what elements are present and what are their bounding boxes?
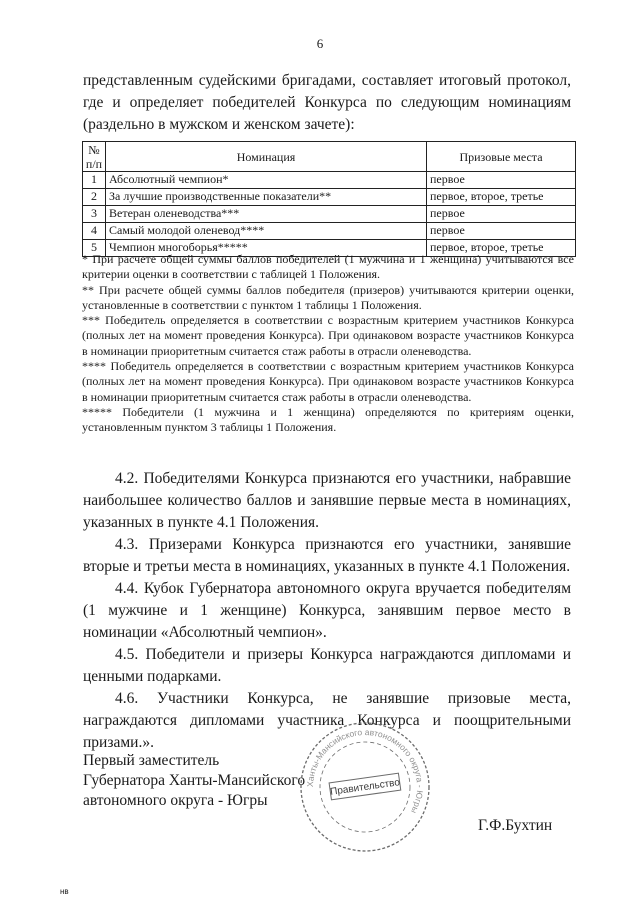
paragraph-4-2: 4.2. Победителями Конкурса признаются его участники, набравшие наибольшее количество баллов и занявшие первые места в номинациях, указанных в пункте 4.1 Положения. bbox=[83, 470, 571, 531]
nominations-table bbox=[82, 141, 576, 257]
footnote: ***** Победители (1 мужчина и 1 женщина) определяются по критериям оценки, установленным пунктом 3 таблицы 1 Положения. bbox=[82, 404, 574, 435]
footnote: **** Победитель определяется в соответствии с возрастным критерием участников Конкурса (полных лет на момент проведения Конкурса). При одинаковом возрасте участников Конкурса в номинации приоритетным считается стаж работы в отрасли оленеводства. bbox=[82, 359, 574, 404]
row-nomination: Абсолютный чемпион* bbox=[106, 172, 427, 189]
seal-ring-text: Ханты-Мансийского автономного округа - Югры bbox=[304, 726, 426, 815]
row-number: 4 bbox=[83, 223, 106, 240]
signatory-title bbox=[83, 751, 305, 811]
table-row bbox=[83, 206, 576, 223]
signatory-line: автономного округа - Югры bbox=[83, 792, 268, 809]
row-prizes: первое, второе, третье bbox=[427, 189, 576, 206]
footnotes bbox=[82, 252, 574, 436]
row-nomination: Самый молодой оленевод**** bbox=[106, 223, 427, 240]
row-prizes: первое bbox=[427, 206, 576, 223]
nominations-table-container bbox=[82, 141, 576, 257]
row-nomination: За лучшие производственные показатели** bbox=[106, 189, 427, 206]
row-number: 2 bbox=[83, 189, 106, 206]
footnote: *** Победитель определяется в соответствии с возрастным критерием участников Конкурса (полных лет на момент проведения Конкурса). При одинаковом возрасте участников Конкурса в номинации приоритетным считается стаж работы в отрасли оленеводства. bbox=[82, 313, 574, 358]
signatory-line: Первый заместитель bbox=[83, 752, 220, 769]
row-number: 1 bbox=[83, 172, 106, 189]
table-row bbox=[83, 172, 576, 189]
header-nomination: Номинация bbox=[106, 142, 427, 172]
header-number: № п/п bbox=[83, 142, 106, 172]
paragraph-4-4: 4.4. Кубок Губернатора автономного округа вручается победителям (1 мужчине и 1 женщине) Конкурса, занявшим первое место в номинации «Абсолютный чемпион». bbox=[83, 580, 571, 641]
paragraph-4-3: 4.3. Призерами Конкурса признаются его участники, занявшие вторые и третьи места в номинациях, указанных в пункте 4.1 Положения. bbox=[83, 536, 571, 575]
row-nomination: Ветеран оленеводства*** bbox=[106, 206, 427, 223]
footer-initials: нв bbox=[60, 887, 69, 896]
row-prizes: первое bbox=[427, 223, 576, 240]
seal-center-text: Правительство bbox=[329, 777, 401, 798]
row-prizes: первое, второе, третье bbox=[427, 240, 576, 257]
header-prizes: Призовые места bbox=[427, 142, 576, 172]
footnote: ** При расчете общей суммы баллов победителя (призеров) учитываются критерии оценки, установленные в соответствии с пунктом 1 таблицы 1 Положения. bbox=[82, 282, 574, 312]
table-row bbox=[83, 189, 576, 206]
official-seal-stamp bbox=[298, 720, 432, 854]
table-header-row bbox=[83, 142, 576, 172]
row-number: 5 bbox=[83, 240, 106, 257]
body-paragraphs bbox=[83, 468, 571, 754]
page-number: 6 bbox=[316, 36, 324, 51]
intro-paragraph: представленным судейскими бригадами, составляет итоговый протокол, где и определяет победителей Конкурса по следующим номинациям (раздельно в мужском и женском зачете): bbox=[83, 72, 571, 133]
table-row bbox=[83, 223, 576, 240]
row-number: 3 bbox=[83, 206, 106, 223]
row-prizes: первое bbox=[427, 172, 576, 189]
row-nomination: Чемпион многоборья***** bbox=[106, 240, 427, 257]
signatory-name: Г.Ф.Бухтин bbox=[478, 817, 553, 834]
paragraph-4-6: 4.6. Участники Конкурса, не занявшие призовые места, награждаются дипломами участника Конкурса и поощрительными призами.». bbox=[83, 690, 571, 751]
paragraph-4-5: 4.5. Победители и призеры Конкурса награждаются дипломами и ценными подарками. bbox=[83, 646, 571, 685]
signatory-line: Губернатора Ханты-Мансийского bbox=[83, 772, 306, 789]
footnote: * При расчете общей суммы баллов победителей (1 мужчина и 1 женщина) учитываются все критерии оценки в соответствии с таблицей 1 Положения. bbox=[82, 252, 574, 282]
